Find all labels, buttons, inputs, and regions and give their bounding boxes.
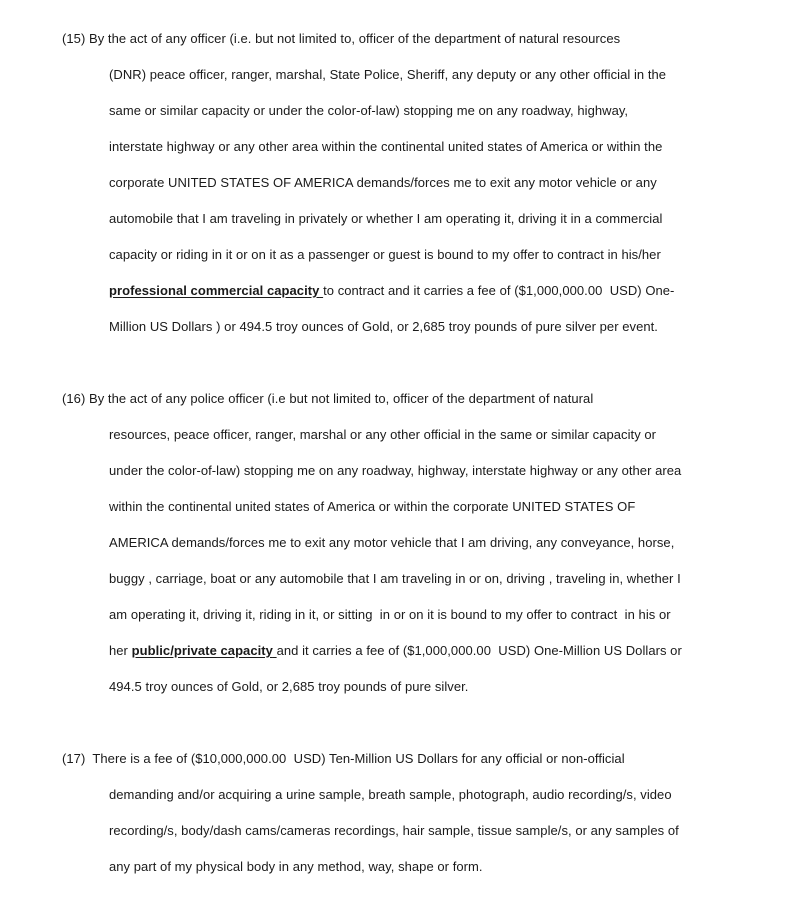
para-16-line-7: am operating it, driving it, riding in it, or sitting in or on it is bound to my offer to contract in his or (109, 607, 671, 622)
para-15-line-3: same or similar capacity or under the color-of-law) stopping me on any roadway, highway, (109, 103, 629, 118)
para-15-line-5: corporate UNITED STATES OF AMERICA demands/forces me to exit any motor vehicle or any (109, 175, 657, 190)
para-15-line-4: interstate highway or any other area within the continental united states of America or within the (109, 139, 663, 154)
para-16-line-4: within the continental united states of America or within the corporate UNITED STATES OF (109, 499, 636, 514)
para-17-line-3: recording/s, body/dash cams/cameras recordings, hair sample, tissue sample/s, or any samples of (109, 823, 679, 838)
para-15-line-9: Million US Dollars ) or 494.5 troy ounces of Gold, or 2,685 troy pounds of pure silver per event. (109, 319, 658, 334)
para-16-line-8 (109, 643, 682, 659)
para-17-line-1: (17) There is a fee of ($10,000,000.00 USD) Ten-Million US Dollars for any official or non-official (62, 751, 625, 766)
para-15-line-2: (DNR) peace officer, ranger, marshal, State Police, Sheriff, any deputy or any other official in the (109, 67, 667, 82)
para-16-line-8-rest: and it carries a fee of ($1,000,000.00 USD) One-Million US Dollars or (276, 643, 682, 658)
para-16-line-9: 494.5 troy ounces of Gold, or 2,685 troy pounds of pure silver. (109, 679, 469, 694)
para-16-line-6: buggy , carriage, boat or any automobile that I am traveling in or on, driving , traveling in, whether I (109, 571, 681, 586)
para-16-line-8-prefix: her (109, 643, 128, 658)
para-15-line-6: automobile that I am traveling in privately or whether I am operating it, driving it in a commercial (109, 211, 663, 226)
para-16-line-1: (16) By the act of any police officer (i.e but not limited to, officer of the department of natural (62, 391, 594, 406)
para-17-line-2: demanding and/or acquiring a urine sample, breath sample, photograph, audio recording/s, video (109, 787, 672, 802)
para-17-line-4: any part of my physical body in any method, way, shape or form. (109, 859, 483, 874)
emphasis-public-private-capacity: public/private capacity (131, 643, 273, 658)
para-16-line-3: under the color-of-law) stopping me on any roadway, highway, interstate highway or any other area (109, 463, 682, 478)
para-16-line-5: AMERICA demands/forces me to exit any motor vehicle that I am driving, any conveyance, horse, (109, 535, 675, 550)
para-16-line-2: resources, peace officer, ranger, marshal or any other official in the same or similar capacity or (109, 427, 657, 442)
para-15-line-7: capacity or riding in it or on it as a passenger or guest is bound to my offer to contract in his/her (109, 247, 661, 262)
para-15-line-1: (15) By the act of any officer (i.e. but not limited to, officer of the department of natural resources (62, 31, 621, 46)
para-15-line-8 (109, 283, 674, 299)
emphasis-professional-commercial-capacity: professional commercial capacity (109, 283, 320, 298)
para-15-line-8-rest: to contract and it carries a fee of ($1,000,000.00 USD) One- (323, 283, 675, 298)
